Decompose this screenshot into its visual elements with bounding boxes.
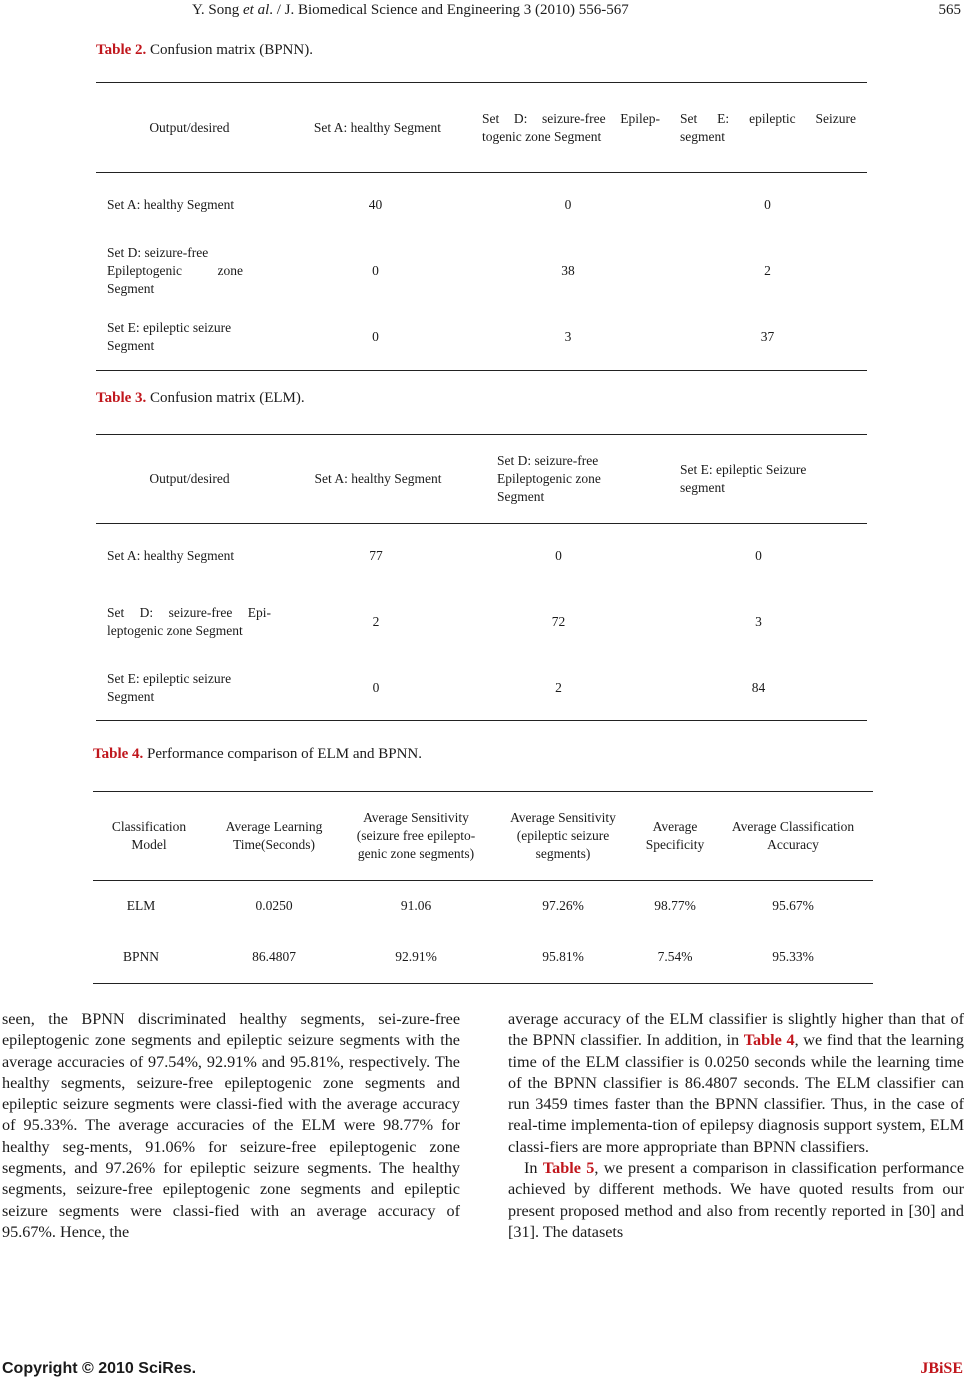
table-row	[96, 655, 867, 721]
table4-header-cell: Average Sensitivity (seizure free epilepto- genic zone segments)	[356, 810, 476, 861]
table4-cell: 95.81%	[542, 948, 584, 964]
table-row	[93, 880, 873, 931]
table2-cell: 0	[372, 329, 379, 344]
table3-header-row	[96, 435, 867, 523]
right-paragraph-1: average accuracy of the ELM classifier is slightly higher than that of the BPNN classifier. In addition, in Table 4, we find that the learning time of the ELM classifier is 0.0250 seconds while the learning time of the BPNN classifier is 86.4807 seconds. The ELM classifier can run 3459 times faster than the BPNN classifier. Thus, in the case of real-time implementa-tion of epilepsy diagnosis support system, ELM classi-fiers are more appropriate than BPNN classifiers.	[508, 1010, 964, 1156]
copyright-notice: Copyright © 2010 SciRes.	[2, 1360, 197, 1377]
table5-reference-link[interactable]: Table 5	[542, 1159, 595, 1178]
table4-cell: 92.91%	[395, 948, 437, 964]
table4-header-cell: Average Sensitivity (epileptic seizure segments)	[510, 810, 616, 861]
table3-header-cell: Output/desired	[149, 471, 230, 486]
table-row	[96, 304, 867, 370]
table2-row-label: Set A: healthy Segment	[107, 197, 235, 212]
table4-cell: 95.67%	[772, 897, 814, 913]
table3-title: Confusion matrix (ELM).	[146, 390, 305, 406]
table4-cell: BPNN	[122, 948, 159, 964]
table2-header-cell: Output/desired	[149, 119, 230, 135]
table3-cell: 2	[555, 680, 562, 695]
table3-label: Table 3.	[96, 390, 147, 406]
table4-cell: 0.0250	[255, 897, 293, 913]
table4-cell: 7.54%	[657, 948, 693, 964]
table3-row-label: Set D: seizure-free Epi- leptogenic zone Segment	[107, 605, 271, 638]
table2-cell: 38	[561, 263, 575, 278]
table4-cell: 91.06	[400, 897, 432, 913]
left-column-text	[2, 1009, 460, 1243]
table4-header-cell: Average Specificity	[645, 819, 705, 852]
table3-cell: 84	[751, 680, 766, 695]
table2-cell: 0	[764, 197, 771, 212]
table-row	[96, 172, 867, 238]
table3-cell: 0	[755, 548, 762, 563]
table2-cell: 3	[564, 329, 572, 344]
table2-title: Confusion matrix (BPNN).	[146, 42, 313, 58]
table4-header-cell: Average Learning Time(Seconds)	[225, 819, 323, 852]
table2-cell: 37	[760, 329, 775, 344]
table3-cell: 0	[555, 548, 562, 563]
table3-cell: 2	[372, 614, 380, 629]
running-header	[0, 2, 967, 22]
table3-row-label: Set E: epileptic seizure Segment	[107, 671, 232, 704]
table3-row-label: Set A: healthy Segment	[107, 548, 235, 563]
table3-header-cell: Set E: epileptic Seizure segment	[680, 462, 807, 495]
right-paragraph-2: In Table 5, we present a comparison in classification performance achieved by different methods. We have quoted results from our present proposed method and also from recently reported in [30] and [31]. The datasets	[508, 1159, 965, 1241]
table3-header-cell: Set D: seizure-free Epileptogenic zone Segment	[497, 453, 601, 504]
table3-cell: 77	[369, 548, 383, 563]
table4-cell: 97.26%	[542, 897, 584, 913]
table3-caption	[96, 390, 305, 407]
table4-cell: 98.77%	[654, 897, 696, 913]
table4-caption	[93, 746, 422, 763]
table4-header-row	[93, 792, 873, 880]
table4-cell: 86.4807	[252, 948, 296, 964]
table4-cell: 95.33%	[772, 948, 814, 964]
table-row	[96, 523, 867, 589]
table2-cell: 0	[372, 263, 379, 278]
table2-caption	[96, 42, 313, 59]
table4	[93, 792, 873, 982]
table3-header-cell: Set A: healthy Segment	[314, 471, 442, 486]
table4-header-cell: Classification Model	[111, 819, 187, 852]
table3-cell: 0	[372, 680, 380, 695]
table3	[96, 435, 867, 721]
table2	[96, 83, 867, 370]
table2-cell: 0	[564, 197, 572, 212]
table2-cell: 40	[368, 197, 383, 212]
left-paragraph: seen, the BPNN discriminated healthy segments, sei-zure-free epileptogenic zone segments and epileptic seizure segments with the average accuracies of 97.54%, 92.91% and 95.81%, respectively. The healthy segments, seizure-free epileptogenic zone segments and epileptic seizure segments were classi-fied with the average accuracy of 95.33%. The average accuracies of the ELM were 98.77% for healthy seg-ments, 91.06% for seizure-free epileptogenic zone segments, and 97.26% for epileptic seizure segments. The healthy segments, seizure-free epileptogenic zone segments and epileptic seizure segments were classi-fied with an average accuracy of 95.67%. Hence, the	[2, 1010, 460, 1241]
table4-header-cell: Average Classification Accuracy	[731, 819, 855, 852]
table2-cell: 2	[764, 263, 771, 278]
table4-label: Table 4.	[93, 746, 144, 762]
table2-header-cell: Set D: seizure-free Epilep- togenic zone Segment	[482, 110, 660, 144]
table-row	[96, 589, 867, 655]
table2-bottom-rule	[96, 370, 867, 371]
table2-label: Table 2.	[96, 42, 147, 58]
table2-header-row	[96, 83, 867, 172]
page-number: 565	[938, 2, 961, 18]
table4-reference-link[interactable]: Table 4	[743, 1031, 795, 1050]
table3-cell: 3	[755, 614, 762, 629]
table-row	[93, 931, 873, 982]
table-row	[96, 238, 867, 304]
table4-title: Performance comparison of ELM and BPNN.	[143, 746, 422, 762]
table2-row-label: Set D: seizure-free Epileptogenic zone Segment	[107, 245, 243, 296]
table2-row-label: Set E: epileptic seizure Segment	[107, 320, 232, 353]
running-head: Y. Song et al. / J. Biomedical Science and Engineering 3 (2010) 556-567	[192, 2, 629, 18]
table2-header-cell: Set A: healthy Segment	[313, 119, 441, 135]
table3-cell: 72	[551, 614, 566, 629]
table4-bottom-rule	[93, 983, 873, 984]
table2-header-cell: Set E: epileptic Seizure segment	[680, 110, 856, 144]
right-column-text	[508, 1009, 964, 1243]
table4-cell: ELM	[126, 897, 156, 913]
journal-abbreviation: JBiSE	[920, 1360, 963, 1377]
